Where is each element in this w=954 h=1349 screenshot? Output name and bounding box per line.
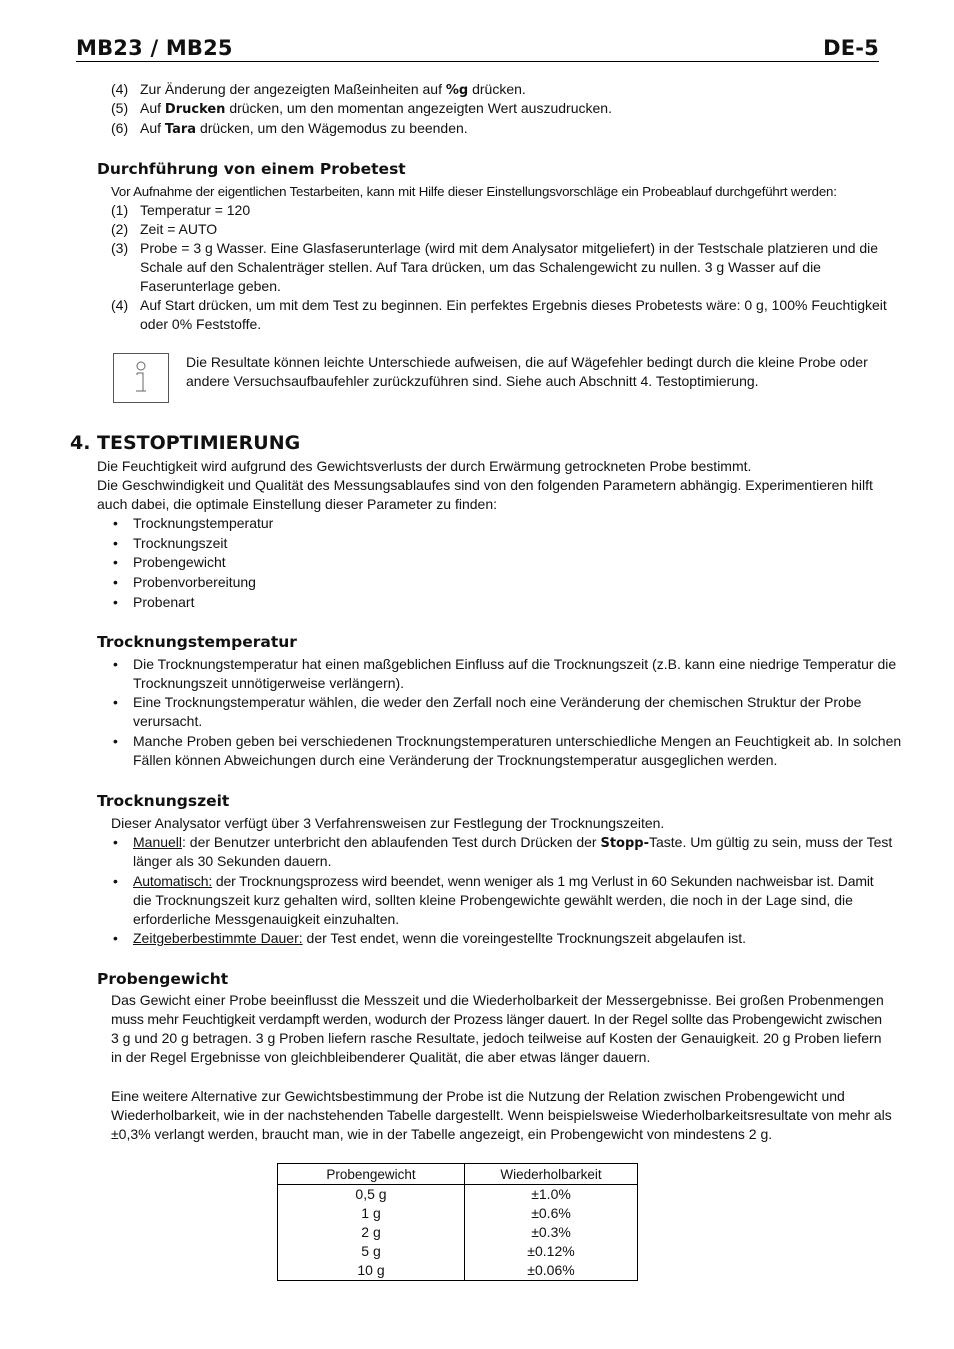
info-icon xyxy=(114,354,168,402)
section-intro: auch dabei, die optimale Einstellung dieser Parameter zu finden: xyxy=(97,496,498,512)
probetest-item-text: Auf Start drücken, um mit dem Test zu beginnen. Ein perfektes Ergebnis dieses Probetests wäre: 0 g, 100% Feuchtigkeit xyxy=(140,297,887,313)
probetest-intro: Vor Aufnahme der eigentlichen Testarbeiten, kann mit Hilfe dieser Einstellungsvorschläge ein Probeablauf durchgeführt werden: xyxy=(111,184,837,199)
zeit-bullet-timer xyxy=(133,929,746,948)
step-key: %g xyxy=(445,83,469,98)
param-item: Probenvorbereitung xyxy=(133,574,256,590)
zeit-text: die Trocknungszeit kurz gehalten wird, sollten kleine Probengewichte gewählt werden, die noch in der Lage sind, die xyxy=(133,892,853,908)
probengewicht-heading: Probengewicht xyxy=(97,970,229,988)
bullet-icon: • xyxy=(113,594,118,610)
table-header: Probengewicht xyxy=(278,1164,465,1185)
header-page-number: DE-5 xyxy=(823,36,879,60)
step-text xyxy=(140,119,468,139)
probetest-item-text: Schale auf den Schalenträger stellen. Auf Tara drücken, um das Schalengewicht zu nullen. 3 g Wasser auf die xyxy=(140,259,821,275)
step-text xyxy=(140,80,526,100)
table-row xyxy=(278,1185,638,1205)
trocknungstemperatur-heading: Trocknungstemperatur xyxy=(97,633,297,651)
bullet-icon: • xyxy=(113,930,118,946)
gewicht-para: Eine weitere Alternative zur Gewichtsbestimmung der Probe ist die Nutzung der Relation zwischen Probengewicht und xyxy=(111,1088,845,1104)
table-cell: 1 g xyxy=(278,1204,465,1223)
term-auto: Automatisch: xyxy=(133,873,213,889)
temp-bullet-text: verursacht. xyxy=(133,713,203,729)
trocknungszeit-heading: Trocknungszeit xyxy=(97,792,230,810)
step-number: (6) xyxy=(111,120,129,136)
temp-bullet-text: Manche Proben geben bei verschiedenen Trocknungstemperaturen unterschiedliche Mengen an Feuchtigkeit ab. In solchen xyxy=(133,733,902,749)
stop-key: Stopp- xyxy=(600,836,649,851)
step-text-post: drücken, um den momentan angezeigten Wert auszudrucken. xyxy=(225,100,612,116)
param-item: Trocknungszeit xyxy=(133,535,228,551)
table-cell: ±0.3% xyxy=(465,1223,638,1242)
term-manual: Manuell xyxy=(133,834,183,850)
table-row xyxy=(278,1261,638,1281)
step-number: (5) xyxy=(111,100,129,116)
table-row xyxy=(278,1242,638,1261)
bullet-icon: • xyxy=(113,515,118,531)
probetest-item-text: Faserunterlage geben. xyxy=(140,278,281,294)
table-cell: 5 g xyxy=(278,1242,465,1261)
bullet-icon: • xyxy=(113,694,118,710)
temp-bullet-text: Eine Trocknungstemperatur wählen, die weder den Zerfall noch eine Veränderung der chemischen Struktur der Probe xyxy=(133,694,862,710)
zeit-text: länger als 30 Sekunden dauern. xyxy=(133,853,332,869)
probetest-heading: Durchführung von einem Probetest xyxy=(97,160,406,178)
step-text-post: drücken, um den Wägemodus zu beenden. xyxy=(196,120,468,136)
header-rule xyxy=(76,61,879,62)
bullet-icon: • xyxy=(113,574,118,590)
gewicht-para: ±0,3% verlangt werden, braucht man, wie in der Tabelle angezeigt, ein Probengewicht von mindestens 2 g. xyxy=(111,1126,773,1142)
gewicht-para: 3 g und 20 g betragen. 3 g Proben liefern rasche Resultate, jedoch teilweise auf Kosten der Genauigkeit. 20 g Proben liefern xyxy=(111,1030,882,1046)
probetest-item-text: Temperatur = 120 xyxy=(140,202,251,218)
section-intro: Die Feuchtigkeit wird aufgrund des Gewichtsverlusts der durch Erwärmung getrockneten Probe bestimmt. xyxy=(97,458,752,474)
note-text: Die Resultate können leichte Unterschiede aufweisen, die auf Wägefehler bedingt durch die kleine Probe oder xyxy=(186,354,868,370)
header-model: MB23 / MB25 xyxy=(76,36,233,60)
repeatability-table xyxy=(277,1163,638,1281)
probetest-item-number: (2) xyxy=(111,221,129,237)
table-row xyxy=(278,1204,638,1223)
table-cell: 2 g xyxy=(278,1223,465,1242)
param-item: Probengewicht xyxy=(133,554,226,570)
section-number: 4. xyxy=(70,432,91,454)
temp-bullet-text: Die Trocknungstemperatur hat einen maßgeblichen Einfluss auf die Trocknungszeit (z.B. kann eine niedrige Temperatur die xyxy=(133,656,897,672)
zeit-text: der Test endet, wenn die voreingestellte Trocknungszeit abgelaufen ist. xyxy=(302,930,746,946)
table-header-row xyxy=(278,1164,638,1185)
step-key: Tara xyxy=(164,122,197,137)
table-cell: ±0.6% xyxy=(465,1204,638,1223)
table-cell: ±0.12% xyxy=(465,1242,638,1261)
bullet-icon: • xyxy=(113,554,118,570)
zeit-bullet-auto xyxy=(133,872,874,891)
table-cell: 10 g xyxy=(278,1261,465,1281)
zeit-text: Taste. Um gültig zu sein, muss der Test xyxy=(649,834,893,850)
table-row xyxy=(278,1223,638,1242)
zeit-intro: Dieser Analysator verfügt über 3 Verfahrensweisen zur Festlegung der Trocknungszeiten. xyxy=(111,815,665,831)
zeit-text: : der Benutzer unterbricht den ablaufenden Test durch Drücken der xyxy=(182,834,601,850)
gewicht-para: muss mehr Feuchtigkeit verdampft werden, wodurch der Prozess länger dauert. In der Regel sollte das Probengewicht zwischen xyxy=(111,1011,882,1027)
note-box xyxy=(113,353,169,403)
gewicht-para: in der Regel Ergebnisse von gleichbleibenderer Qualität, die aber etwas länger dauern. xyxy=(111,1049,651,1065)
bullet-icon: • xyxy=(113,733,118,749)
step-text xyxy=(140,99,612,119)
probetest-item-text: oder 0% Feststoffe. xyxy=(140,316,262,332)
term-timer: Zeitgeberbestimmte Dauer: xyxy=(133,930,303,946)
param-item: Probenart xyxy=(133,594,195,610)
gewicht-para: Das Gewicht einer Probe beeinflusst die Messzeit und die Wiederholbarkeit der Messergebnisse. Bei großen Probenmengen xyxy=(111,992,884,1008)
section-intro: Die Geschwindigkeit und Qualität des Messungsablaufes sind von den folgenden Parametern abhängig. Experimentieren hilft xyxy=(97,477,873,493)
probetest-item-number: (3) xyxy=(111,240,129,256)
temp-bullet-text: Trocknungszeit unnötigerweise verlängern). xyxy=(133,675,405,691)
section-title: TESTOPTIMIERUNG xyxy=(97,432,301,454)
bullet-icon: • xyxy=(113,535,118,551)
step-key: Drucken xyxy=(164,102,226,117)
zeit-text: erforderliche Messgenauigkeit einzuhalten. xyxy=(133,911,400,927)
zeit-bullet-manual xyxy=(133,833,892,853)
step-text-pre: Auf xyxy=(140,120,165,136)
bullet-icon: • xyxy=(113,873,118,889)
step-text-pre: Zur Änderung der angezeigten Maßeinheiten auf xyxy=(140,81,446,97)
bullet-icon: • xyxy=(113,656,118,672)
table-header: Wiederholbarkeit xyxy=(465,1164,638,1185)
zeit-text: der Trocknungsprozess wird beendet, wenn weniger als 1 mg Verlust in 60 Sekunden nachweisbar ist. Damit xyxy=(212,873,874,889)
probetest-item-text: Probe = 3 g Wasser. Eine Glasfaserunterlage (wird mit dem Analysator mitgeliefert) in der Testschale platzieren und die xyxy=(140,240,879,256)
gewicht-para: Wiederholbarkeit, wie in der nachstehenden Tabelle dargestellt. Wenn beispielsweise Wiederholbarkeitsresultate von mehr als xyxy=(111,1107,892,1123)
probetest-item-text: Zeit = AUTO xyxy=(140,221,218,237)
param-item: Trocknungstemperatur xyxy=(133,515,274,531)
temp-bullet-text: Fällen können Abweichungen durch eine Veränderung der Trocknungstemperatur ausgeglichen werden. xyxy=(133,752,778,768)
step-text-pre: Auf xyxy=(140,100,165,116)
step-text-post: drücken. xyxy=(468,81,526,97)
bullet-icon: • xyxy=(113,834,118,850)
table-cell: ±0.06% xyxy=(465,1261,638,1281)
probetest-item-number: (1) xyxy=(111,202,129,218)
step-number: (4) xyxy=(111,81,129,97)
table-cell: 0,5 g xyxy=(278,1185,465,1205)
table-cell: ±1.0% xyxy=(465,1185,638,1205)
note-text: andere Versuchsaufbaufehler zurückzuführen sind. Siehe auch Abschnitt 4. Testoptimierung. xyxy=(186,373,759,389)
probetest-item-number: (4) xyxy=(111,297,129,313)
